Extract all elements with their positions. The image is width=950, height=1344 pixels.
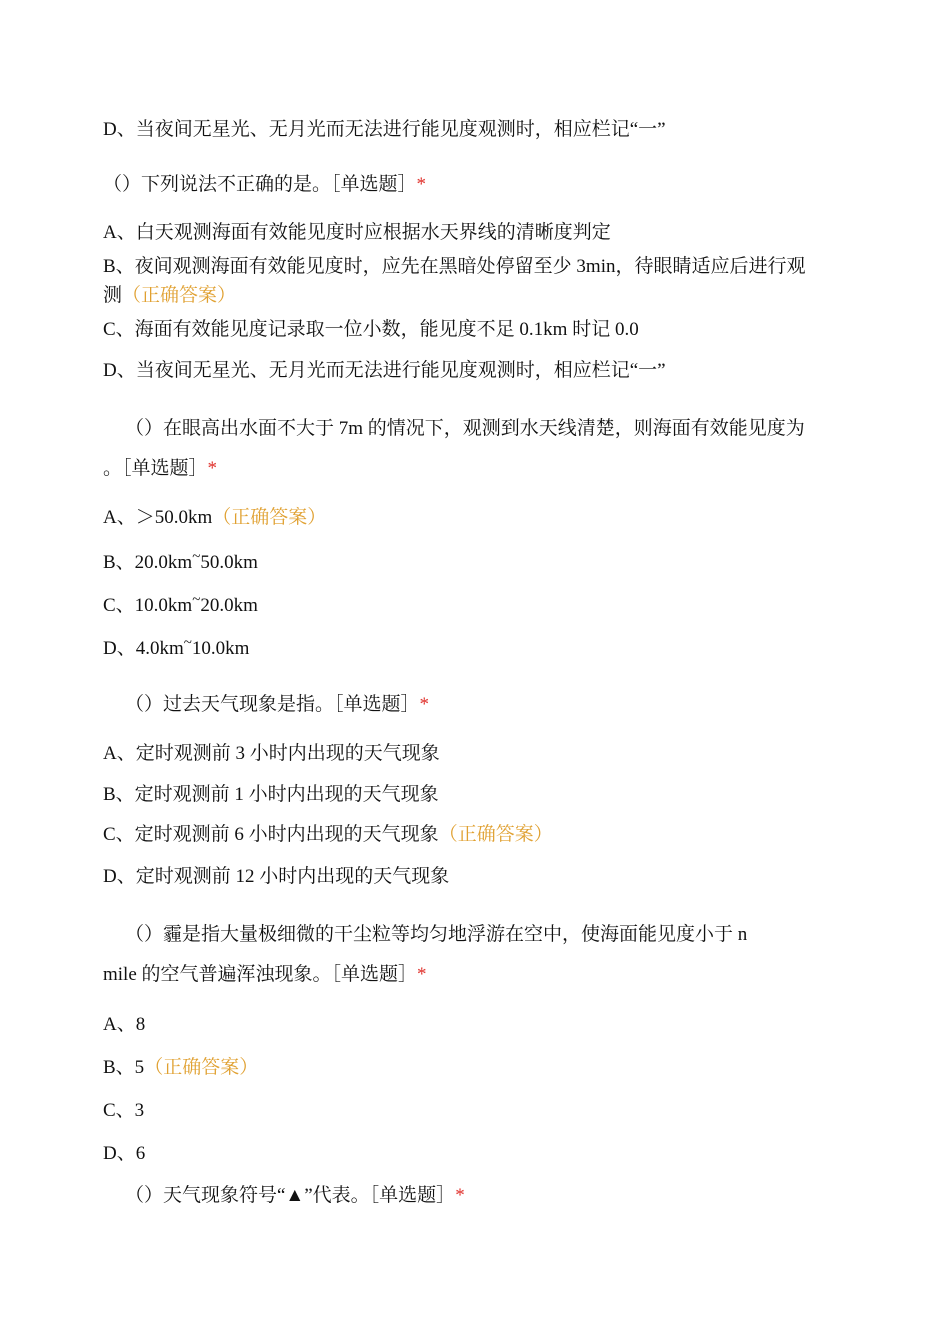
question-4-stem bbox=[125, 920, 747, 950]
question-1-stem bbox=[103, 170, 426, 200]
q2-option-c[interactable] bbox=[103, 591, 258, 622]
option-text: A、8 bbox=[103, 1014, 146, 1035]
option-text: C、定时观测前 6 小时内出现的天气现象 bbox=[103, 824, 439, 845]
option-text: D、当夜间无星光、无月光而无法进行能见度观测时，相应栏记“一” bbox=[103, 119, 666, 140]
option-text: D、6 bbox=[103, 1143, 146, 1164]
required-mark: * bbox=[417, 964, 427, 985]
q1-option-c[interactable] bbox=[103, 315, 639, 345]
option-text: A、＞50.0km bbox=[103, 507, 213, 528]
correct-answer-badge: （正确答案） bbox=[438, 824, 553, 845]
option-text: C、海面有效能见度记录取一位小数，能见度不足 0.1km 时记 0.0 bbox=[103, 319, 639, 340]
option-text: B、20.0km bbox=[103, 552, 193, 573]
q2-option-b[interactable] bbox=[103, 548, 258, 579]
q3-option-d[interactable] bbox=[103, 862, 449, 892]
option-text: B、定时观测前 1 小时内出现的天气现象 bbox=[103, 784, 439, 805]
option-text: A、白天观测海面有效能见度时应根据水天界线的清晰度判定 bbox=[103, 222, 611, 243]
correct-answer-badge: （正确答案） bbox=[212, 507, 327, 528]
stem-text: （）在眼高出水面不大于 7m 的情况下，观测到水天线清楚，则海面有效能见度为 bbox=[125, 418, 805, 439]
stem-text: mile 的空气普遍浑浊现象。［单选题］ bbox=[103, 964, 418, 985]
option-text: D、定时观测前 12 小时内出现的天气现象 bbox=[103, 866, 450, 887]
option-text: A、定时观测前 3 小时内出现的天气现象 bbox=[103, 743, 440, 764]
q1-option-a[interactable] bbox=[103, 218, 611, 248]
tilde-mark: ~ bbox=[192, 592, 201, 608]
q4-option-a[interactable] bbox=[103, 1010, 145, 1040]
q3-option-c[interactable] bbox=[103, 820, 553, 850]
option-text: C、10.0km bbox=[103, 595, 193, 616]
option-text: 50.0km bbox=[200, 552, 258, 573]
q1-option-b[interactable] bbox=[103, 252, 805, 282]
required-mark: * bbox=[455, 1185, 465, 1206]
option-text: 测 bbox=[103, 285, 123, 306]
stem-text: （）过去天气现象是指。［单选题］ bbox=[125, 694, 420, 715]
option-text: 10.0km bbox=[191, 638, 250, 659]
q4-option-b[interactable] bbox=[103, 1053, 258, 1083]
q1-option-b-cont[interactable] bbox=[103, 281, 236, 311]
stem-text: （）下列说法不正确的是。［单选题］ bbox=[103, 174, 417, 195]
option-text: D、当夜间无星光、无月光而无法进行能见度观测时，相应栏记“一” bbox=[103, 360, 666, 381]
stem-text: （）霾是指大量极细微的干尘粒等均匀地浮游在空中，使海面能见度小于 n bbox=[125, 924, 748, 945]
q3-option-a[interactable] bbox=[103, 739, 440, 769]
correct-answer-badge: （正确答案） bbox=[144, 1057, 259, 1078]
q4-option-c[interactable] bbox=[103, 1096, 144, 1126]
tilde-mark: ~ bbox=[183, 635, 192, 651]
q2-option-d[interactable] bbox=[103, 634, 249, 665]
option-text: B、夜间观测海面有效能见度时，应先在黑暗处停留至少 3min，待眼睛适应后进行观 bbox=[103, 256, 806, 277]
q1-option-d[interactable] bbox=[103, 356, 666, 386]
required-mark: * bbox=[207, 458, 218, 479]
question-3-stem bbox=[125, 690, 429, 720]
question-2-stem bbox=[125, 414, 805, 444]
q4-option-d[interactable] bbox=[103, 1139, 145, 1169]
tilde-mark: ~ bbox=[192, 549, 201, 565]
required-mark: * bbox=[419, 694, 430, 715]
option-text: D、4.0km bbox=[103, 638, 184, 659]
question-4-stem-cont bbox=[103, 960, 427, 990]
question-5-stem bbox=[125, 1181, 465, 1211]
correct-answer-badge: （正确答案） bbox=[122, 285, 237, 306]
question-2-stem-cont bbox=[103, 454, 217, 484]
required-mark: * bbox=[416, 174, 427, 195]
option-text: 20.0km bbox=[200, 595, 258, 616]
q2-option-a[interactable] bbox=[103, 503, 326, 533]
q3-option-b[interactable] bbox=[103, 780, 439, 810]
option-text: C、3 bbox=[103, 1100, 145, 1121]
prev-option-d bbox=[103, 115, 666, 145]
option-text: B、5 bbox=[103, 1057, 145, 1078]
stem-text: 。［单选题］ bbox=[103, 458, 208, 479]
stem-text: （）天气现象符号“▲”代表。［单选题］ bbox=[125, 1185, 456, 1206]
